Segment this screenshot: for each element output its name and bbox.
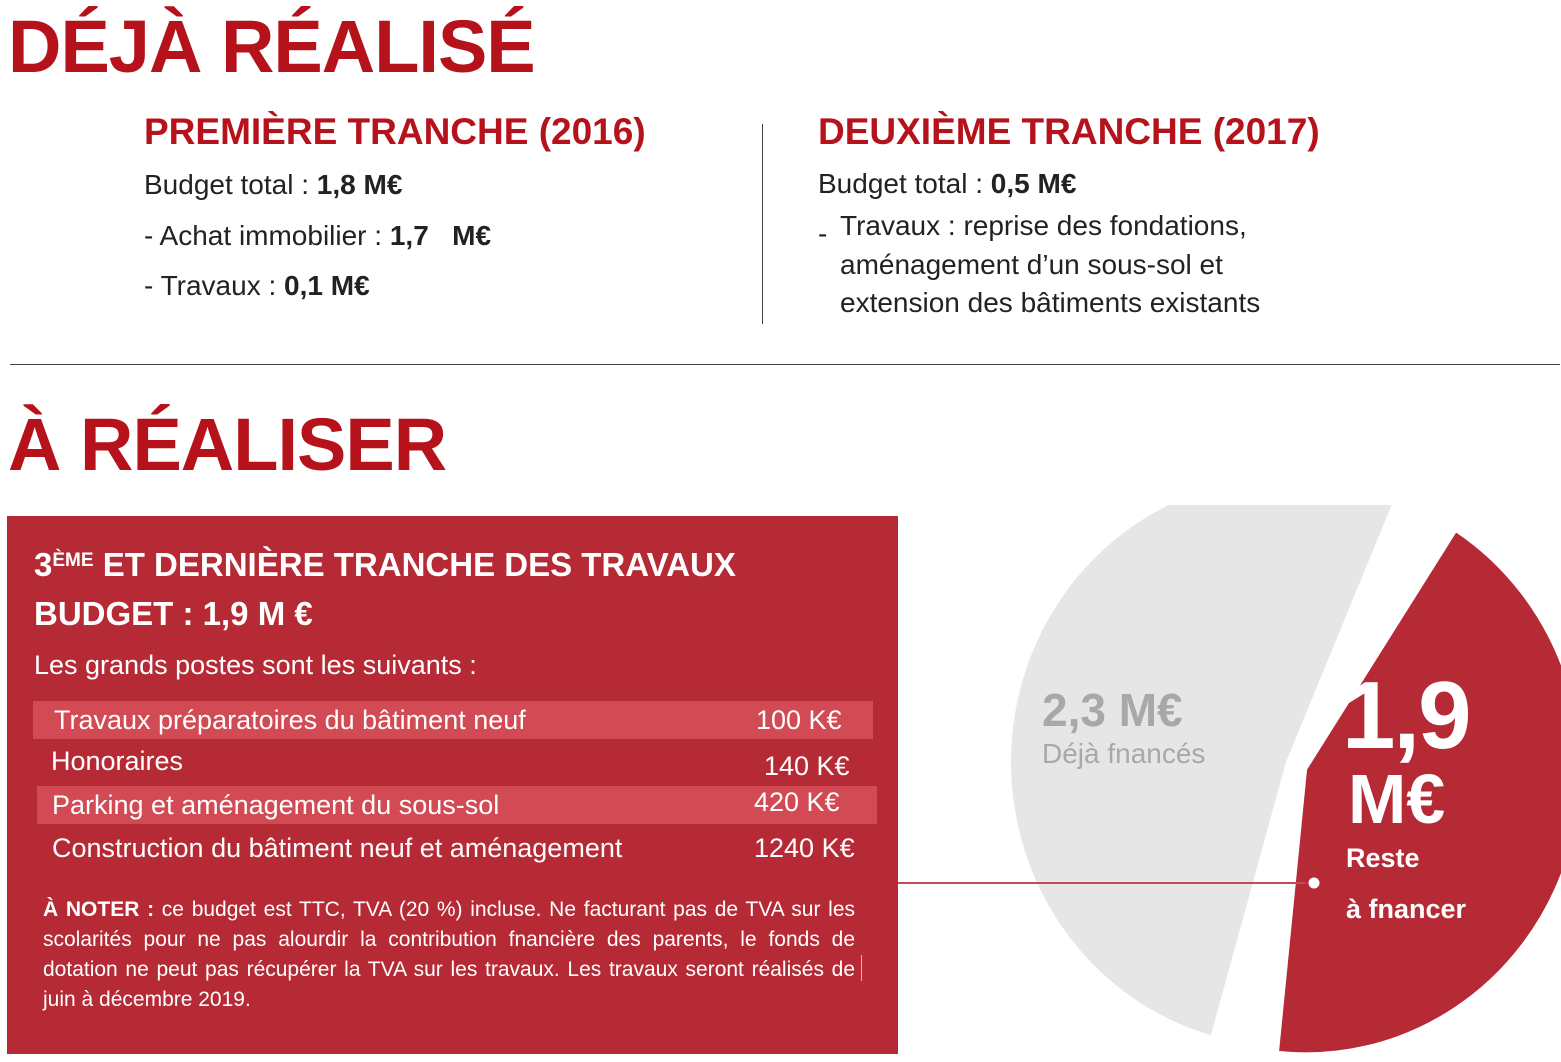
first-item2-value: 0,1 M€ xyxy=(284,270,370,301)
row-label: Parking et aménagement du sous-sol xyxy=(52,790,500,820)
third-tranche-budget: BUDGET : 1,9 M € xyxy=(34,595,313,632)
second-tranche-item-line3: extension des bâtiments existants xyxy=(840,287,1261,318)
first-budget-value: 1,8 M€ xyxy=(316,169,403,200)
table-row xyxy=(33,701,873,739)
funding-pie xyxy=(898,505,1561,1062)
vertical-divider xyxy=(762,124,763,324)
second-tranche-budget xyxy=(818,170,1076,198)
row-label: Honoraires xyxy=(51,746,184,776)
first-tranche-budget xyxy=(144,171,402,199)
remaining-label-line1: Reste xyxy=(1346,843,1420,873)
first-budget-label: Budget total : xyxy=(144,169,317,200)
remaining-label-line2: à fnancer xyxy=(1346,894,1467,924)
items-intro: Les grands postes sont les suivants : xyxy=(34,650,477,680)
first-tranche-item-works xyxy=(144,272,370,300)
second-tranche-item-line2: aménagement d’un sous-sol et xyxy=(840,249,1223,280)
first-item1-label: - Achat immobilier : xyxy=(144,220,390,251)
first-tranche-item-purchase xyxy=(144,222,491,250)
first-item2-label: - Travaux : xyxy=(144,270,285,301)
second-budget-label: Budget total : xyxy=(818,168,991,199)
note-label: À NOTER : xyxy=(43,898,155,921)
table-row xyxy=(33,742,873,780)
note-edge-mark xyxy=(861,955,862,981)
callout-dot xyxy=(1307,876,1321,890)
table-row xyxy=(37,786,877,824)
row-value: 100 K€ xyxy=(756,705,842,735)
second-budget-value: 0,5 M€ xyxy=(990,168,1077,199)
first-tranche-title: PREMIÈRE TRANCHE (2016) xyxy=(144,111,646,152)
second-tranche-title: DEUXIÈME TRANCHE (2017) xyxy=(818,111,1320,152)
first-item1-value: 1,7 M€ xyxy=(389,220,492,251)
row-label: Travaux préparatoires du bâtiment neuf xyxy=(54,705,526,735)
row-value: 140 K€ xyxy=(764,751,850,781)
remaining-value-number: 1,9 xyxy=(1342,662,1470,769)
second-tranche-bullet: - xyxy=(818,218,828,249)
budget-note xyxy=(43,895,855,1015)
remaining-value-unit: M€ xyxy=(1348,760,1446,838)
horizontal-divider xyxy=(10,364,1560,365)
funded-label: Déjà fnancés xyxy=(1042,738,1206,769)
title-superscript: ÈME xyxy=(52,550,94,571)
section-heading-todo: À RÉALISER xyxy=(8,403,447,486)
section-heading-done: DÉJÀ RÉALISÉ xyxy=(8,5,535,88)
row-label: Construction du bâtiment neuf et aménagement xyxy=(52,833,623,863)
third-tranche-title xyxy=(34,548,736,581)
funded-value: 2,3 M€ xyxy=(1042,684,1183,736)
row-value: 420 K€ xyxy=(754,787,840,817)
note-text: ce budget est TTC, TVA (20 %) incluse. Ne facturant pas de TVA sur les scolarités pour ne pas alourdir la contribution fnancière des parents, le fonds de dotation ne peut pas récupérer la TVA sur les travaux. Les travaux seront réalisés de juin à décembre 2019. xyxy=(43,898,856,1011)
second-tranche-item-line1: Travaux : reprise des fondations, xyxy=(840,210,1247,241)
row-value: 1240 K€ xyxy=(754,833,855,863)
table-row xyxy=(33,829,873,867)
title-rest: ET DERNIÈRE TRANCHE DES TRAVAUX xyxy=(93,546,736,583)
title-number: 3 xyxy=(34,546,53,583)
